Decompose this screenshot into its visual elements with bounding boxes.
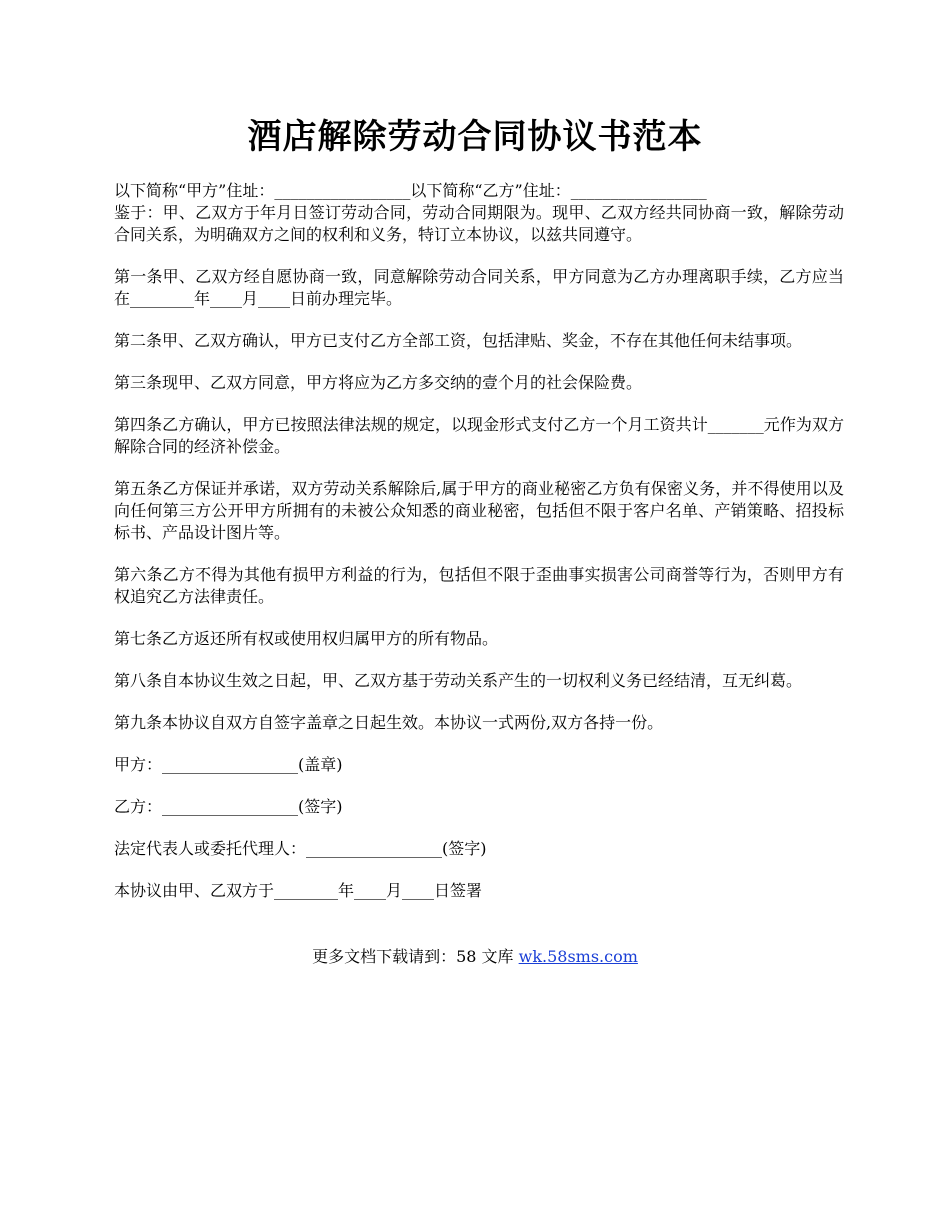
article-9: 第九条本协议自双方自签字盖章之日起生效。本协议一式两份,双方各持一份。 bbox=[114, 713, 664, 732]
article-3: 第三条现甲、乙双方同意，甲方将应为乙方多交纳的壹个月的社会保险费。 bbox=[114, 373, 643, 392]
document-body bbox=[114, 180, 844, 922]
signature-party-a: 甲方：_________________(盖章) bbox=[114, 755, 343, 774]
article-6: 第六条乙方不得为其他有损甲方利益的行为，包括但不限于歪曲事实损害公司商誉等行为，否则甲方有权追究乙方法律责任。 bbox=[114, 565, 844, 606]
preamble: 鉴于：甲、乙双方于年月日签订劳动合同，劳动合同期限为。现甲、乙双方经共同协商一致，解除劳动合同关系，为明确双方之间的权利和义务，特订立本协议，以兹共同遵守。 bbox=[114, 203, 844, 244]
document-title: 酒店解除劳动合同协议书范本 bbox=[247, 117, 703, 157]
parties-line: 以下简称“甲方”住址：_________________以下简称“乙方”住址：_________________ bbox=[114, 181, 707, 200]
signing-date: 本协议由甲、乙双方于________年____月____日签署 bbox=[114, 881, 483, 900]
article-8: 第八条自本协议生效之日起，甲、乙双方基于劳动关系产生的一切权利义务已经结清，互无纠葛。 bbox=[114, 671, 803, 690]
footer-text: 更多文档下载请到：58 文库 bbox=[312, 947, 519, 966]
article-2: 第二条甲、乙双方确认，甲方已支付乙方全部工资，包括津贴、奖金，不存在其他任何未结事项。 bbox=[114, 331, 803, 350]
article-7: 第七条乙方返还所有权或使用权归属甲方的所有物品。 bbox=[114, 629, 499, 648]
signature-representative: 法定代表人或委托代理人：_________________(签字) bbox=[114, 839, 487, 858]
article-4: 第四条乙方确认，甲方已按照法律法规的规定，以现金形式支付乙方一个月工资共计_______元作为双方解除合同的经济补偿金。 bbox=[114, 415, 844, 456]
footer bbox=[0, 946, 950, 968]
article-1: 第一条甲、乙双方经自愿协商一致，同意解除劳动合同关系，甲方同意为乙方办理离职手续，乙方应当在________年____月____日前办理完毕。 bbox=[114, 267, 844, 308]
signature-party-b: 乙方：_________________(签字) bbox=[114, 797, 343, 816]
article-5: 第五条乙方保证并承诺，双方劳动关系解除后,属于甲方的商业秘密乙方负有保密义务，并不得使用以及向任何第三方公开甲方所拥有的未被公众知悉的商业秘密，包括但不限于客户名单、产销策略、招投标标书、产品设计图片等。 bbox=[114, 479, 844, 542]
footer-link[interactable]: wk.58sms.com bbox=[518, 947, 638, 966]
